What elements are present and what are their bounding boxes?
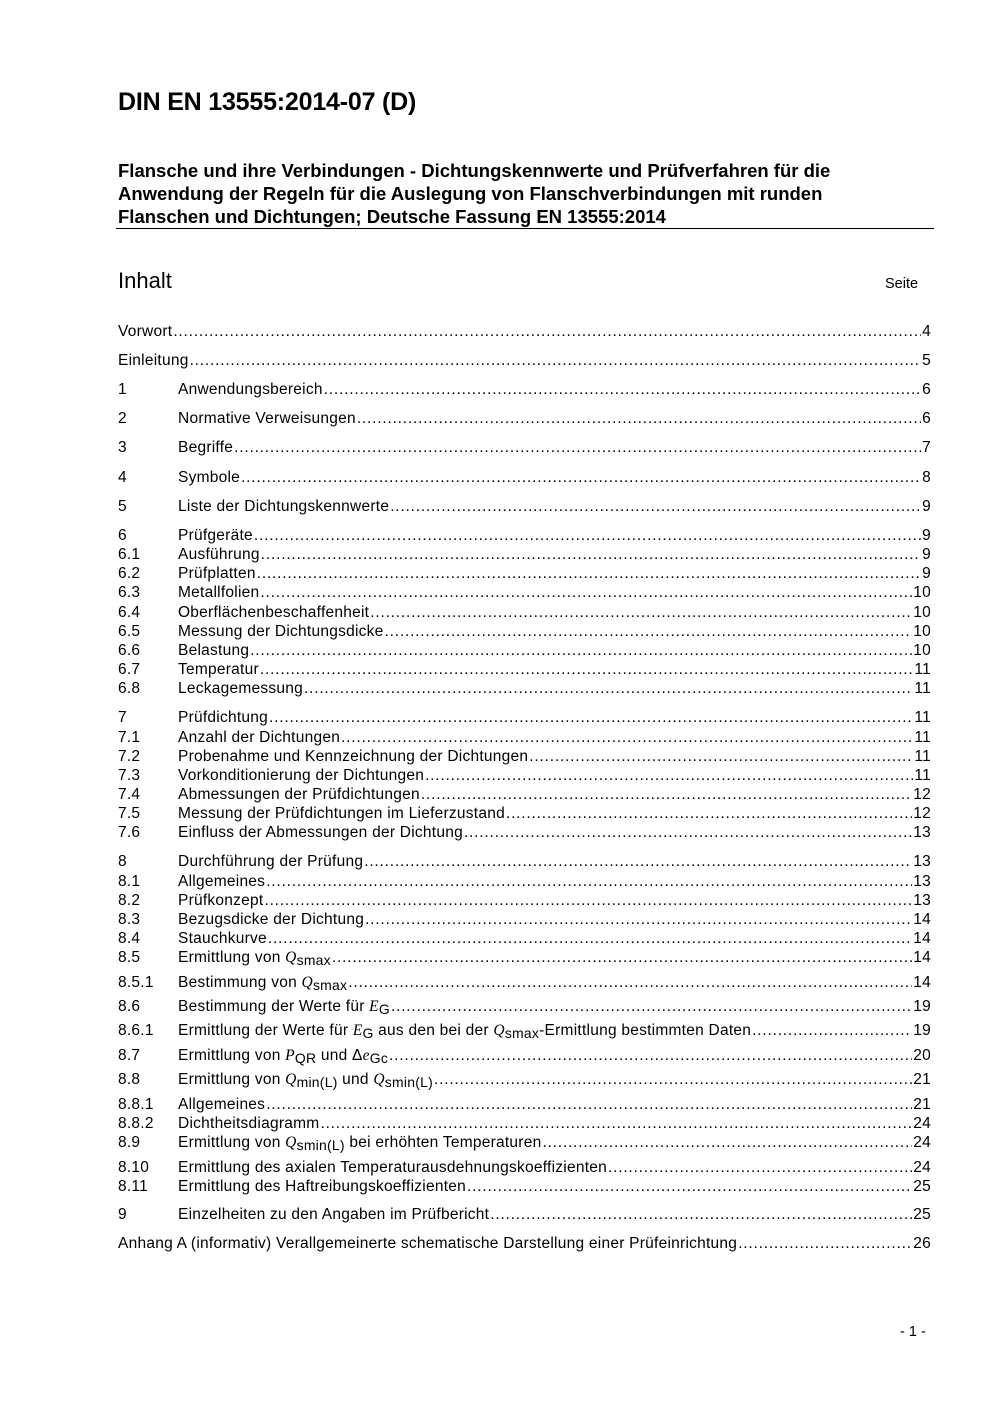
toc-entry-title: Prüfgeräte <box>178 527 253 544</box>
toc-entry-page: 14 <box>913 949 931 966</box>
toc-entry-number: 8.8.2 <box>118 1115 154 1132</box>
toc-entry <box>118 565 931 583</box>
toc-entry <box>118 1134 931 1152</box>
toc-entry-title: Leckagemessung <box>178 680 303 697</box>
toc-entry <box>118 1235 931 1253</box>
toc-entry-title: Ermittlung von Qmin(L) und Qsmin(L) <box>178 1071 433 1091</box>
toc-entry-number: 7.3 <box>118 767 141 784</box>
toc-entry-number: 7.2 <box>118 748 141 765</box>
toc-entry <box>118 323 931 341</box>
toc-entry-number: 8.8.1 <box>118 1096 154 1113</box>
toc-entry-number: 6.1 <box>118 546 141 563</box>
toc-entry-number: 7.1 <box>118 729 141 746</box>
toc-entry-number: 8.9 <box>118 1134 141 1151</box>
toc-entry-title: Anhang A (informativ) Verallgemeinerte schematische Darstellung einer Prüfeinrichtung <box>118 1235 738 1252</box>
toc-entry-number: 6.4 <box>118 604 141 621</box>
toc-entry-number: 6.3 <box>118 584 141 601</box>
toc-entry <box>118 1115 931 1133</box>
toc-dot-leader <box>365 911 912 929</box>
toc-entry-page: 21 <box>913 1071 931 1088</box>
toc-entry <box>118 352 931 370</box>
toc-entry-number: 4 <box>118 469 127 486</box>
toc-entry-title: Einleitung <box>118 352 189 369</box>
toc-entry <box>118 729 931 747</box>
toc-entry-number: 7.4 <box>118 786 141 803</box>
toc-entry-page: 10 <box>913 584 931 601</box>
toc-entry-title: Ermittlung von Qsmax <box>178 949 331 969</box>
toc-dot-leader <box>370 604 912 622</box>
toc-entry-title: Messung der Prüfdichtungen im Lieferzustand <box>178 805 505 822</box>
toc-entry-number: 8.11 <box>118 1178 149 1195</box>
toc-heading: Inhalt <box>118 268 172 293</box>
toc-entry <box>118 469 931 487</box>
toc-entry-number: 8.7 <box>118 1047 141 1064</box>
toc-dot-leader <box>264 892 912 910</box>
document-title <box>118 159 934 228</box>
toc-entry-page: 11 <box>914 748 931 765</box>
toc-entry-page: 9 <box>922 527 931 544</box>
toc-entry <box>118 853 931 871</box>
toc-dot-leader <box>254 527 921 545</box>
toc-entry-title: Allgemeines <box>178 1096 266 1113</box>
toc-entry-page: 21 <box>913 1096 931 1113</box>
toc-entry <box>118 410 931 428</box>
toc-entry-title: Vorkonditionierung der Dichtungen <box>178 767 425 784</box>
toc-dot-leader <box>529 748 913 766</box>
toc-dot-leader <box>421 786 912 804</box>
toc-entry-title: Normative Verweisungen <box>178 410 356 427</box>
toc-entry <box>118 748 931 766</box>
toc-entry-page: 24 <box>913 1159 931 1176</box>
toc-entry-number: 9 <box>118 1206 127 1223</box>
toc-entry-page: 19 <box>913 998 931 1015</box>
toc-dot-leader <box>332 949 912 967</box>
toc-entry-page: 12 <box>913 805 931 822</box>
toc-dot-leader <box>261 546 921 564</box>
toc-entry-number: 8.1 <box>118 873 141 890</box>
toc-entry-title: Ermittlung des Haftreibungskoeffizienten <box>178 1178 467 1195</box>
toc-entry-page: 6 <box>922 410 931 427</box>
toc-entry <box>118 930 931 948</box>
toc-entry-title: Durchführung der Prüfung <box>178 853 364 870</box>
document-title-line: Flansche und ihre Verbindungen - Dichtungskennwerte und Prüfverfahren für die <box>118 160 831 181</box>
toc-dot-leader <box>542 1134 912 1152</box>
toc-entry-title: Begriffe <box>178 439 234 456</box>
toc-entry-page: 14 <box>913 930 931 947</box>
toc-entry-title: Ermittlung des axialen Temperaturausdehnungskoeffizienten <box>178 1159 607 1176</box>
toc-entry-page: 14 <box>913 911 931 928</box>
toc-entry <box>118 974 931 992</box>
toc-entry-title: Probenahme und Kennzeichnung der Dichtungen <box>178 748 529 765</box>
toc-entry-page: 10 <box>913 604 931 621</box>
toc-entry <box>118 381 931 399</box>
toc-dot-leader <box>391 998 912 1016</box>
toc-dot-leader <box>467 1178 912 1196</box>
toc-entry-title: Prüfdichtung <box>178 709 269 726</box>
toc-entry-page: 11 <box>914 729 931 746</box>
toc-dot-leader <box>752 1022 912 1040</box>
toc-dot-leader <box>357 410 921 428</box>
toc-entry-page: 26 <box>913 1235 931 1252</box>
toc-entry <box>118 1159 931 1177</box>
toc-entry <box>118 642 931 660</box>
toc-entry-page: 6 <box>922 381 931 398</box>
toc-entry-page: 25 <box>913 1206 931 1223</box>
toc-entry-page: 9 <box>922 565 931 582</box>
toc-dot-leader <box>190 352 922 370</box>
toc-entry <box>118 546 931 564</box>
toc-entry <box>118 527 931 545</box>
toc-page-column-label: Seite <box>885 276 919 292</box>
toc-dot-leader <box>260 661 914 679</box>
toc-entry <box>118 1178 931 1196</box>
toc-dot-leader <box>434 1071 912 1089</box>
toc-entry-number: 8.3 <box>118 911 141 928</box>
toc-entry-number: 8.6.1 <box>118 1022 154 1039</box>
toc-entry-title: Messung der Dichtungsdicke <box>178 623 384 640</box>
toc-entry-title: Bestimmung der Werte für EG <box>178 998 390 1018</box>
toc-entry-number: 8.5 <box>118 949 141 966</box>
toc-entry-page: 24 <box>913 1115 931 1132</box>
toc-dot-leader <box>608 1159 912 1177</box>
toc-entry-title: Einzelheiten zu den Angaben im Prüfbericht <box>178 1206 490 1223</box>
toc-dot-leader <box>268 930 912 948</box>
toc-entry-number: 8.2 <box>118 892 141 909</box>
toc-entry <box>118 805 931 823</box>
toc-entry-page: 8 <box>922 469 931 486</box>
document-id: DIN EN 13555:2014-07 (D) <box>118 88 417 116</box>
toc-entry <box>118 1022 931 1040</box>
toc-entry <box>118 767 931 785</box>
toc-entry-title: Prüfkonzept <box>178 892 264 909</box>
toc-dot-leader <box>250 642 912 660</box>
toc-entry-title: Ermittlung von PQR und ΔeGc <box>178 1047 389 1067</box>
toc-entry <box>118 949 931 967</box>
toc-entry-number: 7 <box>118 709 127 726</box>
toc-entry-number: 7.5 <box>118 805 141 822</box>
toc-entry-title: Bestimmung von Qsmax <box>178 974 348 994</box>
toc-dot-leader <box>266 873 912 891</box>
toc-entry <box>118 604 931 622</box>
toc-dot-leader <box>341 729 913 747</box>
toc-dot-leader <box>234 439 921 457</box>
toc-entry-page: 11 <box>914 709 931 726</box>
toc-entry-page: 11 <box>914 661 931 678</box>
toc-dot-leader <box>364 853 912 871</box>
toc-entry-number: 5 <box>118 498 127 515</box>
toc-dot-leader <box>389 1047 912 1065</box>
toc-entry-page: 25 <box>913 1178 931 1195</box>
toc-entry-page: 13 <box>913 824 931 841</box>
toc-entry <box>118 998 931 1016</box>
toc-entry-number: 8.10 <box>118 1159 150 1176</box>
toc-entry-page: 4 <box>922 323 931 340</box>
toc-entry <box>118 1047 931 1065</box>
toc-dot-leader <box>304 680 913 698</box>
toc-dot-leader <box>348 974 912 992</box>
toc-entry-title: Metallfolien <box>178 584 260 601</box>
toc-dot-leader <box>506 805 912 823</box>
toc-entry-page: 19 <box>913 1022 931 1039</box>
toc-entry-number: 6 <box>118 527 127 544</box>
toc-entry-title: Anwendungsbereich <box>178 381 323 398</box>
toc-entry-number: 1 <box>118 381 127 398</box>
toc-dot-leader <box>464 824 912 842</box>
toc-entry-page: 9 <box>922 546 931 563</box>
toc-entry <box>118 1096 931 1114</box>
toc-entry-number: 2 <box>118 410 127 427</box>
toc-entry-number: 6.7 <box>118 661 141 678</box>
page-number: - 1 - <box>900 1324 926 1340</box>
toc-entry-number: 8 <box>118 853 127 870</box>
toc-dot-leader <box>490 1206 912 1224</box>
toc-entry-title: Liste der Dichtungskennwerte <box>178 498 390 515</box>
toc-entry-page: 11 <box>914 767 931 784</box>
toc-entry-title: Vorwort <box>118 323 173 340</box>
toc-entry-title: Oberflächenbeschaffenheit <box>178 604 370 621</box>
toc-entry <box>118 873 931 891</box>
toc-entry <box>118 498 931 516</box>
document-title-line: Anwendung der Regeln für die Auslegung von Flanschverbindungen mit runden <box>118 183 823 204</box>
toc-entry <box>118 1071 931 1089</box>
toc-entry-page: 13 <box>913 853 931 870</box>
toc-entry-number: 6.2 <box>118 565 141 582</box>
toc-dot-leader <box>425 767 913 785</box>
toc-dot-leader <box>390 498 921 516</box>
toc-entry-number: 8.6 <box>118 998 141 1015</box>
toc-entry-page: 10 <box>913 642 931 659</box>
toc-entry-page: 14 <box>913 974 931 991</box>
toc-entry-title: Belastung <box>178 642 250 659</box>
toc-entry <box>118 1206 931 1224</box>
toc-entry-page: 9 <box>922 498 931 515</box>
toc-entry <box>118 824 931 842</box>
toc-dot-leader <box>324 381 921 399</box>
toc-entry-number: 8.8 <box>118 1071 141 1088</box>
toc-entry <box>118 623 931 641</box>
toc-dot-leader <box>269 709 913 727</box>
toc-dot-leader <box>241 469 921 487</box>
toc-dot-leader <box>173 323 921 341</box>
toc-entry-title: Temperatur <box>178 661 259 678</box>
toc-entry-title: Anzahl der Dichtungen <box>178 729 341 746</box>
toc-dot-leader <box>385 623 913 641</box>
toc-entry <box>118 584 931 602</box>
toc-entry <box>118 709 931 727</box>
toc-entry-number: 8.5.1 <box>118 974 154 991</box>
toc-entry-number: 6.5 <box>118 623 141 640</box>
toc-entry-page: 13 <box>913 892 931 909</box>
toc-dot-leader <box>320 1115 912 1133</box>
toc-entry-page: 10 <box>913 623 931 640</box>
toc-entry-title: Bezugsdicke der Dichtung <box>178 911 365 928</box>
toc-entry-title: Einfluss der Abmessungen der Dichtung <box>178 824 463 841</box>
toc-entry-page: 13 <box>913 873 931 890</box>
toc-entry <box>118 680 931 698</box>
document-title-line: Flanschen und Dichtungen; Deutsche Fassung EN 13555:2014 <box>118 206 666 227</box>
toc-entry <box>118 439 931 457</box>
toc-entry-page: 5 <box>922 352 931 369</box>
toc-entry-title: Abmessungen der Prüfdichtungen <box>178 786 420 803</box>
toc-dot-leader <box>257 565 921 583</box>
toc-entry-page: 7 <box>922 439 931 456</box>
toc-entry-title: Stauchkurve <box>178 930 267 947</box>
toc-dot-leader <box>266 1096 912 1114</box>
toc-entry-title: Prüfplatten <box>178 565 256 582</box>
toc-entry <box>118 661 931 679</box>
toc-dot-leader <box>738 1235 912 1253</box>
toc-entry-title: Ermittlung der Werte für EG aus den bei der Qsmax-Ermittlung bestimmten Daten <box>178 1022 752 1042</box>
toc-entry-page: 20 <box>913 1047 931 1064</box>
toc-entry-number: 7.6 <box>118 824 141 841</box>
toc-entry-title: Symbole <box>178 469 241 486</box>
title-divider <box>116 228 934 229</box>
toc-entry-number: 6.8 <box>118 680 141 697</box>
toc-entry-number: 8.4 <box>118 930 141 947</box>
toc-entry-title: Ermittlung von Qsmin(L) bei erhöhten Temperaturen <box>178 1134 542 1154</box>
toc-entry-number: 6.6 <box>118 642 141 659</box>
toc-entry-title: Allgemeines <box>178 873 266 890</box>
toc-entry <box>118 786 931 804</box>
toc-entry-title: Ausführung <box>178 546 260 563</box>
toc-entry-title: Dichtheitsdiagramm <box>178 1115 320 1132</box>
toc-dot-leader <box>260 584 912 602</box>
toc-entry-page: 24 <box>913 1134 931 1151</box>
toc-entry <box>118 911 931 929</box>
toc-entry-page: 11 <box>914 680 931 697</box>
toc-entry-number: 3 <box>118 439 127 456</box>
toc-entry-page: 12 <box>913 786 931 803</box>
toc-entry <box>118 892 931 910</box>
